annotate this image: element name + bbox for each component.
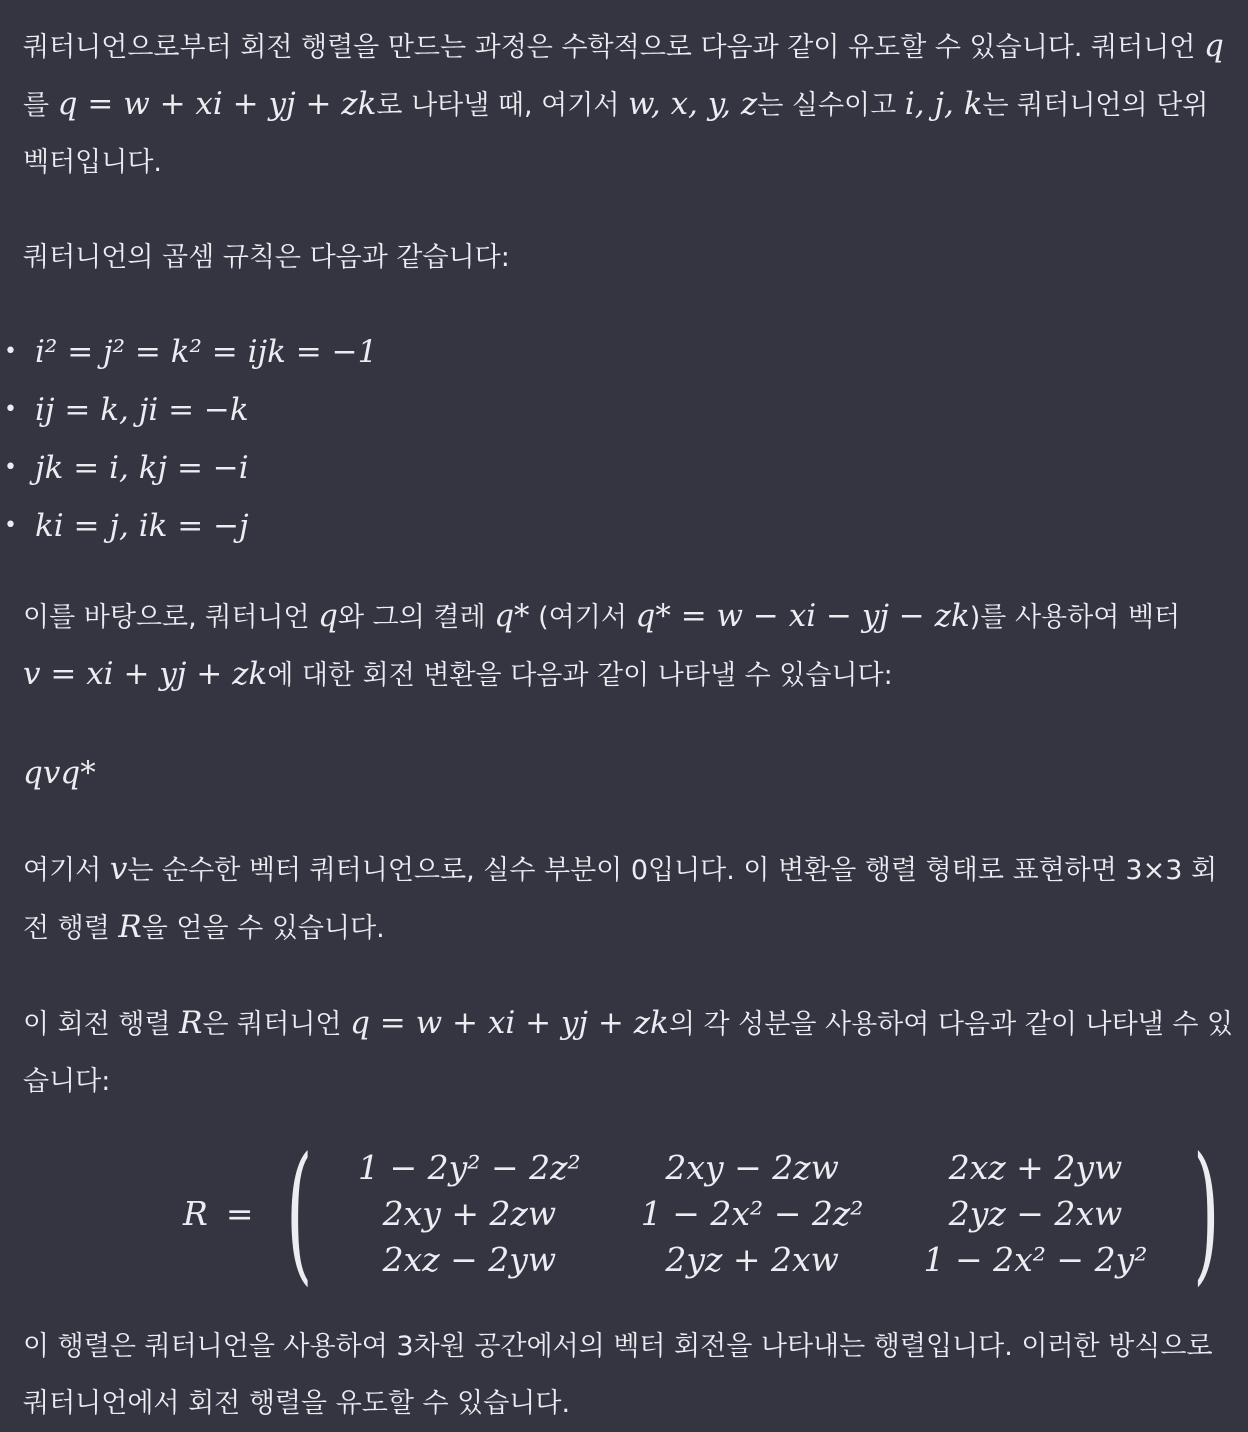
- matrix-cell: 2yz + 2xw: [665, 1239, 839, 1279]
- math-inline: ki = j, ik = −j: [35, 508, 249, 544]
- text: 와 그의 켤레: [338, 602, 495, 633]
- text: 를: [23, 90, 58, 121]
- text: (여기서: [529, 602, 636, 633]
- list-item: [0, 440, 1236, 498]
- math-inline: jk = i, kj = −i: [35, 450, 249, 486]
- text: 의 각 성분을 사용하여 다음과 같이 나타낼 수 있습니다:: [23, 1009, 1234, 1097]
- rules-list: [0, 324, 1236, 556]
- math-inline: q* = w − xi − yj − zk: [635, 598, 970, 634]
- text: 여기서: [23, 855, 110, 886]
- math-inline: R: [118, 909, 142, 945]
- equals-sign: =: [225, 1193, 254, 1233]
- text: 은 쿼터니언: [202, 1009, 351, 1040]
- list-item: [0, 382, 1236, 440]
- conjugate-paragraph: [23, 588, 1236, 704]
- list-item: [0, 324, 1236, 382]
- matrix-cell: 2xy − 2zw: [665, 1147, 839, 1187]
- matrix-cell: 2yz − 2xw: [948, 1193, 1123, 1233]
- intro-paragraph: [23, 18, 1236, 191]
- text: 이를 바탕으로, 쿼터니언: [23, 602, 319, 633]
- math-inline: v: [109, 851, 128, 887]
- text: 는 실수이고: [757, 90, 905, 121]
- math-inline: q = w + xi + yj + zk: [57, 86, 377, 122]
- text: 쿼터니언으로부터 회전 행렬을 만드는 과정은 수학적으로 다음과 같이 유도할 수 있습니다. 쿼터니언: [23, 32, 1204, 63]
- math-inline: R: [179, 1005, 203, 1041]
- matrix-row: [328, 1190, 1177, 1236]
- math-block: qvq*: [23, 755, 96, 791]
- matrix-cell: 2xz + 2yw: [948, 1147, 1123, 1187]
- math-inline: v = xi + yj + zk: [23, 656, 268, 692]
- multiplication-rules-heading: 쿼터니언의 곱셈 규칙은 다음과 같습니다:: [23, 242, 510, 273]
- math-inline: q = w + xi + yj + zk: [350, 1005, 669, 1041]
- math-inline: q: [318, 598, 339, 634]
- math-inline: q: [1203, 28, 1224, 64]
- matrix-row: [328, 1144, 1177, 1190]
- rotation-matrix: [183, 1126, 1236, 1300]
- matrix-table: [328, 1144, 1177, 1282]
- matrix-intro-paragraph: [23, 995, 1236, 1110]
- text: )를 사용하여 벡터: [969, 602, 1181, 633]
- text: 는 순수한 벡터 쿼터니언으로, 실수 부분이 0입니다. 이 변환을 행렬 형태로 표현하면 3×3 회전 행렬: [23, 855, 1218, 944]
- matrix-cell: 2xz − 2yw: [382, 1239, 557, 1279]
- pure-vector-paragraph: [23, 841, 1236, 957]
- conclusion-paragraph: 이 행렬은 쿼터니언을 사용하여 3차원 공간에서의 벡터 회전을 나타내는 행렬입니다. 이러한 방식으로 쿼터니언에서 회전 행렬을 유도할 수 있습니다.: [23, 1331, 1213, 1419]
- matrix-cell: 1 − 2x² − 2y²: [923, 1239, 1148, 1279]
- left-paren: (: [285, 1126, 312, 1300]
- math-inline: i² = j² = k² = ijk = −1: [35, 334, 378, 370]
- math-inline: i, j, k: [904, 86, 983, 122]
- matrix-label: R: [183, 1193, 208, 1233]
- matrix-row: [328, 1236, 1177, 1282]
- text: 이 회전 행렬: [23, 1009, 180, 1040]
- math-inline: w, x, y, z: [628, 86, 758, 122]
- text: 는 쿼터니언의 단위 벡터입니다.: [23, 90, 1209, 178]
- matrix-cell: 2xy + 2zw: [382, 1193, 557, 1233]
- list-item: [0, 498, 1236, 556]
- text: 을 얻을 수 있습니다.: [141, 913, 385, 944]
- text: 에 대한 회전 변환을 다음과 같이 나타낼 수 있습니다:: [267, 660, 893, 691]
- math-inline: ij = k, ji = −k: [35, 392, 249, 428]
- qvq-formula: [23, 742, 1236, 806]
- math-inline: q*: [494, 598, 530, 634]
- matrix-cell: 1 − 2y² − 2z²: [358, 1147, 581, 1187]
- text: 로 나타낼 때, 여기서: [376, 90, 628, 121]
- matrix-cell: 1 − 2x² − 2z²: [640, 1193, 864, 1233]
- right-paren: ): [1193, 1126, 1220, 1300]
